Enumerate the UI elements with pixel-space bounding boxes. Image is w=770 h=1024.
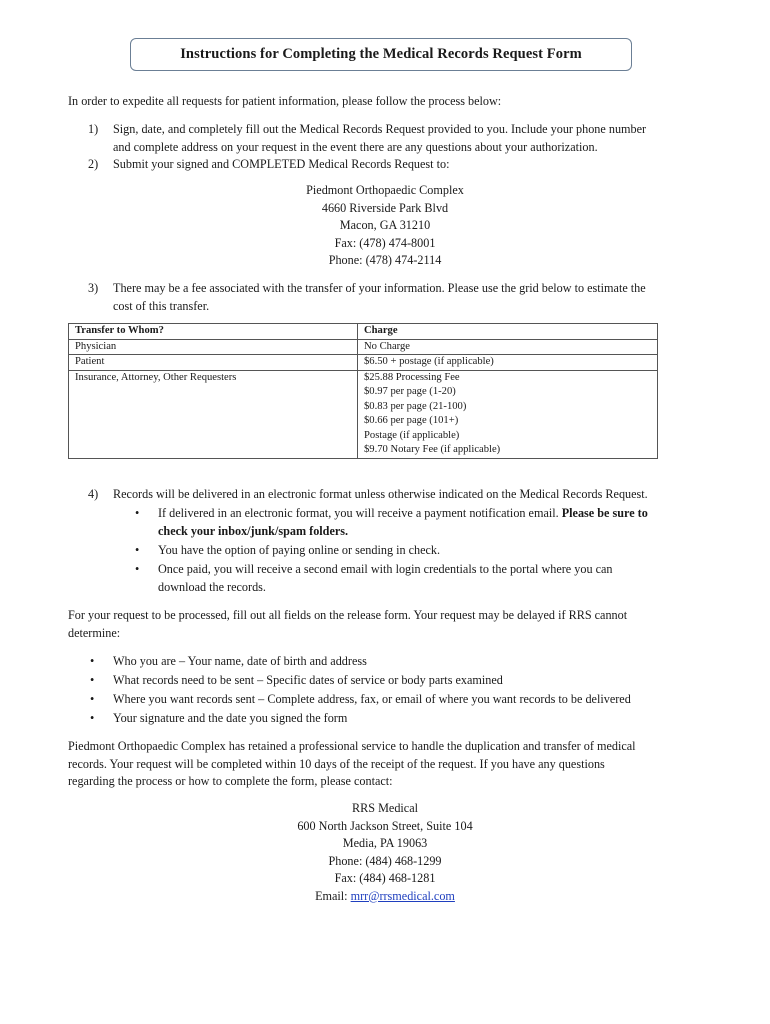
document-page: Instructions for Completing the Medical Records Request Form In order to expedite all requests for patient information, please follow the process below: 1) Sign, date, and completely fill out the Medical Records Request provided to you. Include your phone number and complete address on your request in the event there are any questions about your authorization. 2) Submit your signed and COMPLETED Medical Records Request to: Piedmont Orthopaedic Complex 4660 Riverside Park Blvd Macon, GA 31210 Fax: (478) 474-8001 Phone: (478) 474-2114 3) There may be a fee associated with the transfer of your information. Please use the grid below to estimate the cost of this transfer. Transfer to Whom? Charge Physician No Charge Patient $6.50 + postage (if applicable) Insurance, Attorney, Other Requesters $25.88 Processing Fee $0.97 per page (1-20) $0.83 per page (21-100) $0.66 per page (101+) Postage (if applicable) $9.70 Notary Fee (if applicable) 4) Records will be delivered in an electronic format unless otherwise indicated on the Medical Records Request. • If delivered in an electronic format, you will receive a payment notification email. Please be sure to check your inbox/junk/spam folders. • You have the option of paying online or sending in check. • Once paid, you will receive a second email with login credentials to the portal where you can download the records. For your request to be processed, fill out all fields on the release form. Your request may be delayed if RRS cannot determine: • Who you are – Your name, date of birth and address • What records need to be sent – Specific dates of service or body parts examined • Where you want records sent – Complete address, fax, or email of where you want records to be delivered • Your signature and the date you signed the form Piedmont Orthopaedic Complex has retained a professional service to handle the duplication and transfer of medical records. Your request will be completed within 10 days of the receipt of the request. If you have any questions regarding the process or how to complete the form, please contact: RRS Medical 600 North Jackson Street, Suite 104 Media, PA 19063 Phone: (484) 468-1299 Fax: (484) 468-1281 Email: mrr@rrsmedical.com bbox=[0, 0, 770, 1024]
fee-table bbox=[68, 323, 658, 459]
page-title: Instructions for Completing the Medical Records Request Form bbox=[180, 46, 582, 62]
intro-text: In order to expedite all requests for patient information, please follow the process below: bbox=[68, 94, 502, 108]
phone-line: Phone: (478) 474-2114 bbox=[328, 253, 442, 267]
step-3-line-2: cost of this transfer. bbox=[113, 298, 210, 313]
step-4-line-1: Records will be delivered in an electronic format unless otherwise indicated on the Medical Records Request. bbox=[113, 487, 648, 501]
charge-line: $0.66 per page (101+) bbox=[364, 415, 459, 426]
title-box bbox=[130, 38, 632, 71]
table-header-row bbox=[69, 324, 658, 340]
address-line: 4660 Riverside Park Blvd bbox=[321, 200, 449, 215]
cell-charge: No Charge bbox=[358, 339, 658, 355]
fax-line: Fax: (478) 474-8001 bbox=[334, 235, 436, 250]
email-line: Email: mrr@rrsmedical.com bbox=[315, 888, 455, 903]
bullet-icon: • bbox=[135, 562, 140, 576]
bullet-icon: • bbox=[135, 506, 140, 520]
charge-line: $0.83 per page (21-100) bbox=[364, 400, 467, 412]
bullet-icon: • bbox=[90, 711, 95, 725]
table-row bbox=[69, 370, 658, 458]
bullet-icon: • bbox=[90, 673, 95, 687]
bullet-icon: • bbox=[90, 692, 95, 706]
table-row bbox=[69, 355, 658, 371]
processing-note: For your request to be processed, fill out all fields on the release form. Your request may be delayed if RRS cannot determine: bbox=[68, 608, 628, 640]
step-2-line-1: Submit your signed and COMPLETED Medical Records Request to: bbox=[113, 157, 450, 171]
charge-line: Postage (if applicable) bbox=[364, 429, 460, 441]
address-line: Macon, GA 31210 bbox=[339, 218, 431, 232]
charge-line: $9.70 Notary Fee (if applicable) bbox=[364, 444, 501, 455]
bold-warning: check your inbox/junk/spam folders. bbox=[158, 523, 349, 538]
piedmont-address bbox=[0, 182, 770, 270]
step-1-line-2: and complete address on your request in the event there are any questions about your authorization. bbox=[113, 139, 598, 154]
charge-line: $0.97 per page (1-20) bbox=[364, 386, 456, 397]
phone-line: Phone: (484) 468-1299 bbox=[328, 853, 442, 868]
address-line: 600 North Jackson Street, Suite 104 bbox=[297, 818, 473, 833]
step-3-line-1: There may be a fee associated with the transfer of your information. Please use the grid below to estimate the bbox=[113, 281, 646, 295]
rrs-address bbox=[0, 800, 770, 905]
step-1-line-1: Sign, date, and completely fill out the Medical Records Request provided to you. Include your phone number bbox=[113, 122, 647, 136]
cell-charge: $6.50 + postage (if applicable) bbox=[358, 355, 658, 371]
address-line: Piedmont Orthopaedic Complex bbox=[306, 183, 464, 197]
bullet-icon: • bbox=[135, 543, 140, 557]
header-charge: Charge bbox=[358, 324, 658, 340]
charge-line: $25.88 Processing Fee bbox=[364, 371, 460, 383]
email-link[interactable]: mrr@rrsmedical.com bbox=[350, 888, 455, 903]
cell-who: Patient bbox=[69, 355, 358, 371]
service-note: Piedmont Orthopaedic Complex has retained a professional service to handle the duplication and transfer of medical records. Your request will be completed within 10 days of the receipt of the request. If you have any questions regarding the process or how to complete the form, please contact: bbox=[68, 739, 636, 788]
fax-line: Fax: (484) 468-1281 bbox=[334, 871, 436, 885]
cell-charge-list bbox=[358, 370, 658, 458]
bullet-icon: • bbox=[90, 654, 95, 668]
header-transfer-to-whom: Transfer to Whom? bbox=[69, 324, 358, 340]
cell-who: Insurance, Attorney, Other Requesters bbox=[69, 370, 358, 458]
cell-who: Physician bbox=[69, 339, 358, 355]
address-line: RRS Medical bbox=[351, 801, 418, 815]
address-line: Media, PA 19063 bbox=[342, 836, 428, 850]
table-row bbox=[69, 339, 658, 355]
bold-warning: Please be sure to bbox=[561, 506, 648, 520]
